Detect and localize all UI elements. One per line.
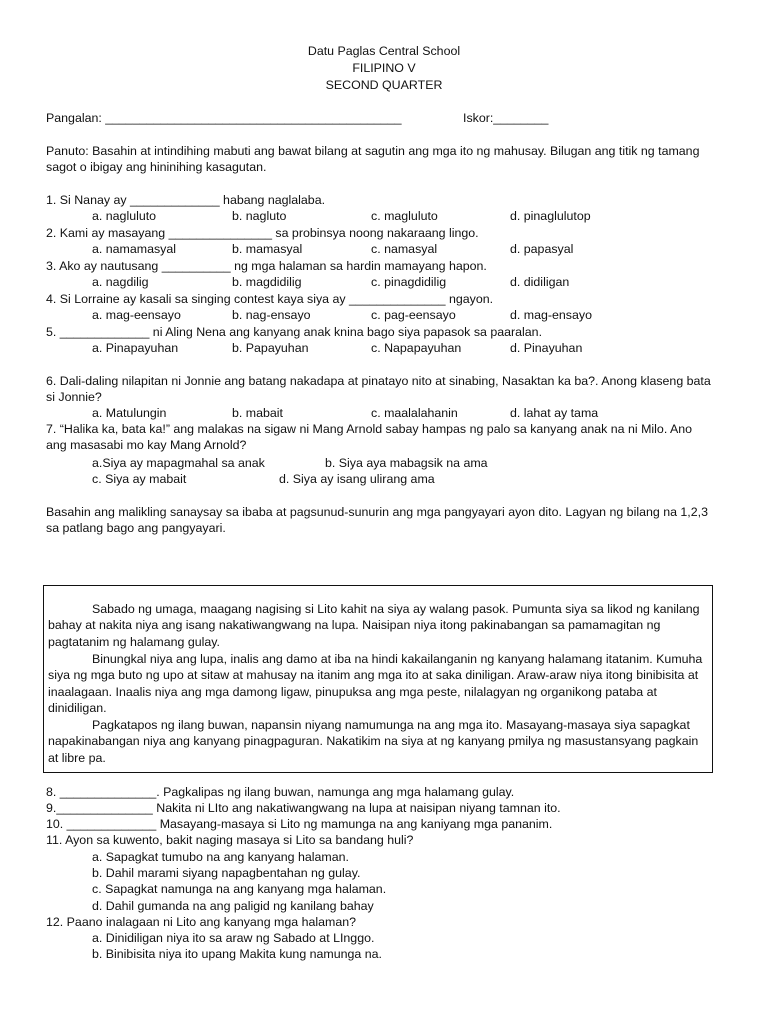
choice-b[interactable]: b. mabait [232,406,283,420]
question-text: 2. Kami ay masayang _______________ sa probinsya noong nakaraang lingo. [46,226,479,240]
choices-row-1 [92,455,692,471]
choice-c[interactable]: c. Napapayuhan [371,341,462,355]
story-box [43,585,713,773]
choices-row [92,405,692,421]
name-field[interactable]: Pangalan: ___________________________________________ [46,111,402,125]
story-paragraph-1: Sabado ng umaga, maagang nagising si Lito kahit na siya ay walang pasok. Pumunta siya sa likod ng kanilang bahay at nakita niya ang isang nakatiwangwang na lupa. Naisipan niya itong pakinabangan sa pamamagitan ng pagtatanim ng halamang gulay. [48,602,700,649]
q11-option-b[interactable]: b. Dahil marami siyang napagbentahan ng gulay. [92,866,361,880]
question-text: 4. Si Lorraine ay kasali sa singing contest kaya siya ay ______________ ngayon. [46,292,494,306]
choice-d[interactable]: d. Siya ay isang ulirang ama [279,472,435,486]
score-field[interactable]: Iskor:________ [463,111,549,125]
q11-option-d[interactable]: d. Dahil gumanda na ang paligid ng kanilang bahay [92,899,374,913]
choice-d[interactable]: d. didiligan [510,275,570,289]
choice-c[interactable]: c. namasyal [371,242,438,256]
question-9[interactable]: 9.______________ Nakita ni LIto ang nakatiwangwang na lupa at naisipan niyang tamnan ito. [46,801,561,815]
reading-instructions: Basahin ang malikling sanaysay sa ibaba at pagsunud-sunurin ang mga pangyayari ayon dito. Lagyan ng bilang na 1,2,3 sa patlang bago ang pangyayari. [46,505,708,536]
choices-row-2 [92,471,692,487]
choice-d[interactable]: d. Pinayuhan [510,341,583,355]
choice-d[interactable]: d. papasyal [510,242,574,256]
choice-a[interactable]: a. namamasyal [92,242,177,256]
question-text: 3. Ako ay nautusang __________ ng mga halaman sa hardin mamayang hapon. [46,259,487,273]
instructions: Panuto: Basahin at intindihing mabuti ang bawat bilang at sagutin ang mga ito ng mahusay. Bilugan ang titik ng tamang sagot o ibigay ang hininihing kasagutan. [46,144,700,175]
q12-option-b[interactable]: b. Binibisita niya ito upang Makita kung namunga na. [92,947,382,961]
choice-c[interactable]: c. pag-eensayo [371,308,456,322]
choice-c[interactable]: c. maalalahanin [371,406,458,420]
choice-a[interactable]: a. Matulungin [92,406,167,420]
school-name: Datu Paglas Central School [307,44,461,58]
choice-a[interactable]: a. nagdilig [92,275,149,289]
q11-option-c[interactable]: c. Sapagkat namunga na ang kanyang mga halaman. [92,882,387,896]
choice-c[interactable]: c. magluluto [371,209,438,223]
choices-row [92,307,692,323]
choice-b[interactable]: b. mamasyal [232,242,303,256]
choice-d[interactable]: d. mag-ensayo [510,308,592,322]
story-paragraph-2: Binungkal niya ang lupa, inalis ang damo at iba na hindi kakailanganin ng kanyang halamang itatanim. Kumuha siya ng mga buto ng upo at sitaw at mahusay na itanim ang mga ito at saka diniligan. Araw-araw niya itong binibisita at inaalagaan. Inaalis niya ang mga damong ligaw, pinupuksa ang mga peste, nilalagyan ng organikong pataba at dinidiligan. [48,652,703,715]
choices-row [92,241,692,257]
choices-row [92,340,692,356]
choices-row [92,208,692,224]
choice-a[interactable]: a. nagluluto [92,209,157,223]
q12-option-a[interactable]: a. Dinidiligan niya ito sa araw ng Sabado at LInggo. [92,931,375,945]
question-12: 12. Paano inalagaan ni Lito ang kanyang mga halaman? [46,915,357,929]
choice-a[interactable]: a. mag-eensayo [92,308,181,322]
choice-b[interactable]: b. Papayuhan [232,341,309,355]
question-text: 7. “Halika ka, bata ka!” ang malakas na sigaw ni Mang Arnold sabay hampas ng palo sa kanyang anak na ni Milo. Ano ang masasabi mo kay Mang Arnold? [46,422,693,453]
choice-b[interactable]: b. nagluto [232,209,287,223]
choice-c[interactable]: c. pinagdidilig [371,275,447,289]
question-11: 11. Ayon sa kuwento, bakit naging masaya si Lito sa bandang huli? [46,833,414,847]
quarter-title: SECOND QUARTER [325,78,443,92]
question-10[interactable]: 10. _____________ Masayang-masaya si Lito ng mamunga na ang kaniyang mga pananim. [46,817,553,831]
question-text: 5. _____________ ni Aling Nena ang kanyang anak knina bago siya papasok sa paaralan. [46,325,543,339]
choice-a[interactable]: a.Siya ay mapagmahal sa anak [92,456,265,470]
question-8[interactable]: 8. ______________. Pagkalipas ng ilang buwan, namunga ang mga halamang gulay. [46,785,515,799]
question-text: 6. Dali-daling nilapitan ni Jonnie ang batang nakadapa at pinatayo nito at sinabing, Nasaktan ka ba?. Anong klaseng bata si Jonnie? [46,374,711,405]
choices-row [92,274,692,290]
choice-d[interactable]: d. lahat ay tama [510,406,599,420]
story-paragraph-3: Pagkatapos ng ilang buwan, napansin niyang namumunga na ang mga ito. Masayang-masaya siya sapagkat napakinabangan niya ang kanyang pinagpaguran. Nakatikim na siya at ng kanyang pmilya ng masustansyang pagkain at libre pa. [48,718,699,765]
choice-d[interactable]: d. pinaglulutop [510,209,591,223]
q11-option-a[interactable]: a. Sapagkat tumubo na ang kanyang halaman. [92,850,349,864]
choice-c[interactable]: c. Siya ay mabait [92,472,187,486]
question-text: 1. Si Nanay ay _____________ habang naglalaba. [46,193,326,207]
subject-title: FILIPINO V [352,61,416,75]
choice-b[interactable]: b. magdidilig [232,275,302,289]
choice-a[interactable]: a. Pinapayuhan [92,341,179,355]
choice-b[interactable]: b. Siya aya mabagsik na ama [325,456,488,470]
choice-b[interactable]: b. nag-ensayo [232,308,311,322]
